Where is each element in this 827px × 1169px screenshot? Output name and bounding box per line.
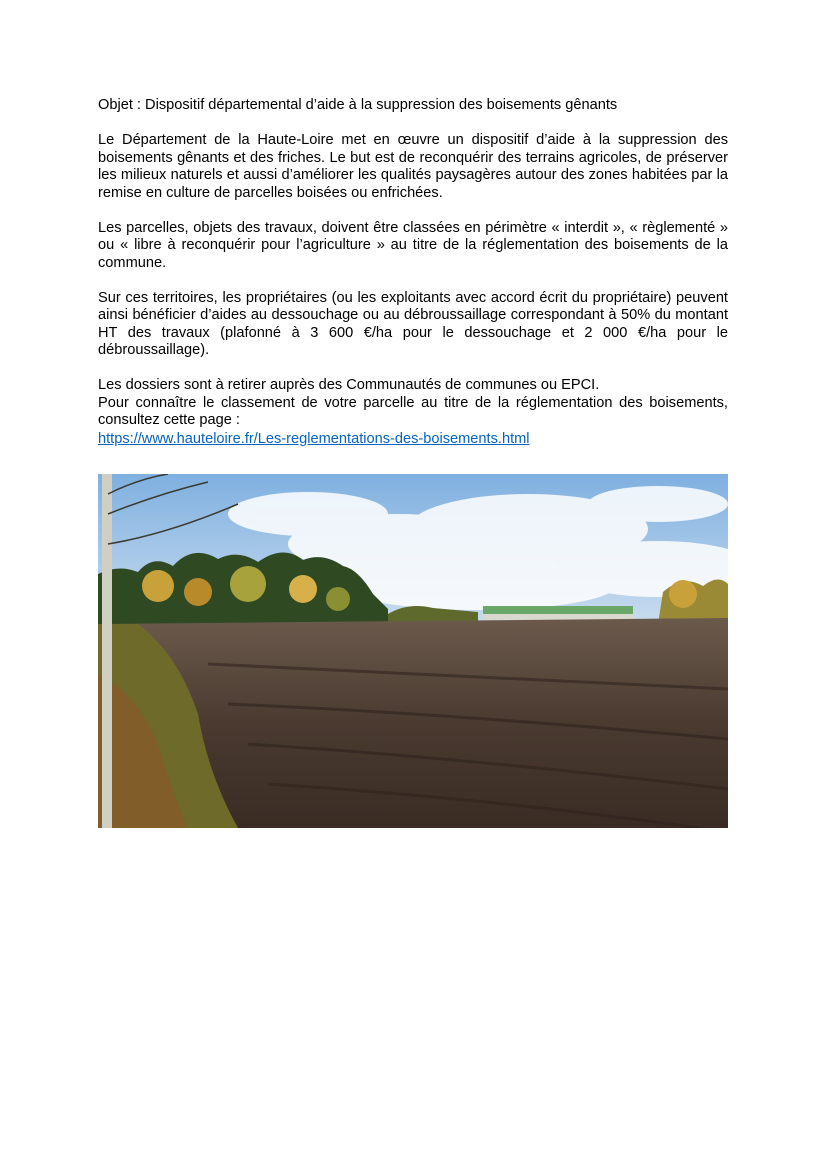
paragraph-intro: Le Département de la Haute-Loire met en œuvre un dispositif d’aide à la suppression des boisements gênants et des friches. Le but est de reconquérir des terrains agricoles, de préserver les milieux naturels et aussi d’améliorer les qualités paysagères autour des zones habitées par la remise en culture de parcelles boisées ou enfrichées. bbox=[98, 132, 728, 201]
birch-trunk bbox=[102, 474, 112, 828]
field-photo-illustration bbox=[98, 474, 728, 828]
paragraph-parcels: Les parcelles, objets des travaux, doivent être classées en périmètre « interdit », « règlementé » ou « libre à reconquérir pour l’agriculture » au titre de la réglementation des boisements de la commune. bbox=[98, 219, 728, 271]
closing-dossiers: Les dossiers sont à retirer auprès des Communautés de communes ou EPCI. bbox=[98, 377, 600, 393]
boisements-link[interactable]: https://www.hauteloire.fr/Les-reglementations-des-boisements.html bbox=[98, 430, 530, 447]
paragraph-aid: Sur ces territoires, les propriétaires (ou les exploitants avec accord écrit du propriétaire) peuvent ainsi bénéficier d’aides au dessouchage ou au débroussaillage correspondant à 50% du montant HT des travaux (plafonné à 3 600 €/ha pour le dessouchage et 2 000 €/ha pour le débroussaillage). bbox=[98, 289, 728, 358]
subject-line: Objet : Dispositif départemental d’aide à la suppression des boisements gênants bbox=[98, 97, 618, 113]
document-body bbox=[98, 97, 728, 448]
field-photo bbox=[98, 474, 728, 828]
closing-consult: Pour connaître le classement de votre parcelle au titre de la réglementation des boisements, consultez cette page : bbox=[98, 394, 728, 428]
